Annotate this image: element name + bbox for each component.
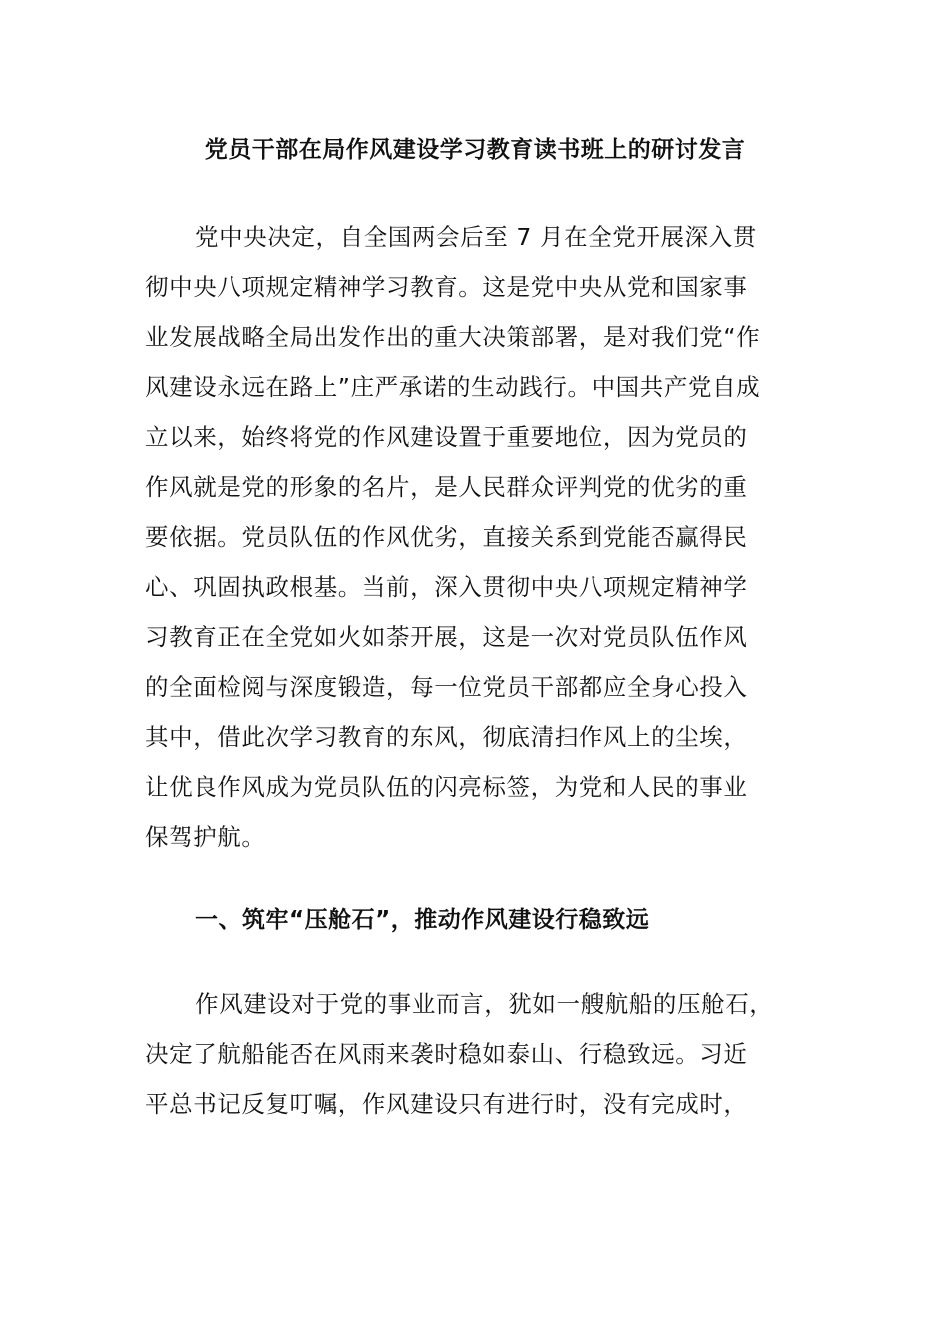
document-title: 党员干部在局作风建设学习教育读书班上的研讨发言 bbox=[204, 137, 746, 163]
paragraph-line: 要依据。党员队伍的作风优劣，直接关系到党能否赢得民 bbox=[145, 523, 748, 551]
section-heading: 一、筑牢“压舱石”，推动作风建设行稳致远 bbox=[195, 907, 650, 933]
paragraph-line: 彻中央八项规定精神学习教育。这是党中央从党和国家事 bbox=[145, 273, 748, 301]
paragraph-line: 习教育正在全党如火如荼开展，这是一次对党员队伍作风 bbox=[145, 623, 748, 651]
paragraph-line: 让优良作风成为党员队伍的闪亮标签，为党和人民的事业 bbox=[145, 773, 748, 801]
paragraph-line: 立以来，始终将党的作风建设置于重要地位，因为党员的 bbox=[145, 423, 748, 451]
paragraph-line: 其中，借此次学习教育的东风，彻底清扫作风上的尘埃， bbox=[145, 723, 748, 751]
paragraph-line: 作风就是党的形象的名片，是人民群众评判党的优劣的重 bbox=[145, 473, 748, 501]
paragraph-line: 风建设永远在路上”庄严承诺的生动践行。中国共产党自成 bbox=[145, 373, 761, 401]
paragraph-line: 平总书记反复叮嘱，作风建设只有进行时，没有完成时， bbox=[145, 1090, 748, 1118]
paragraph-line: 党中央决定，自全国两会后至 7 月在全党开展深入贯 bbox=[195, 223, 757, 251]
paragraph-line: 心、巩固执政根基。当前，深入贯彻中央八项规定精神学 bbox=[145, 573, 748, 601]
paragraph-line: 的全面检阅与深度锻造，每一位党员干部都应全身心投入 bbox=[145, 673, 748, 701]
paragraph-line: 保驾护航。 bbox=[145, 823, 266, 851]
paragraph-line: 作风建设对于党的事业而言，犹如一艘航船的压舱石， bbox=[195, 990, 774, 1018]
paragraph-line: 业发展战略全局出发作出的重大决策部署，是对我们党“作 bbox=[145, 323, 761, 351]
paragraph-line: 决定了航船能否在风雨来袭时稳如泰山、行稳致远。习近 bbox=[145, 1040, 748, 1068]
